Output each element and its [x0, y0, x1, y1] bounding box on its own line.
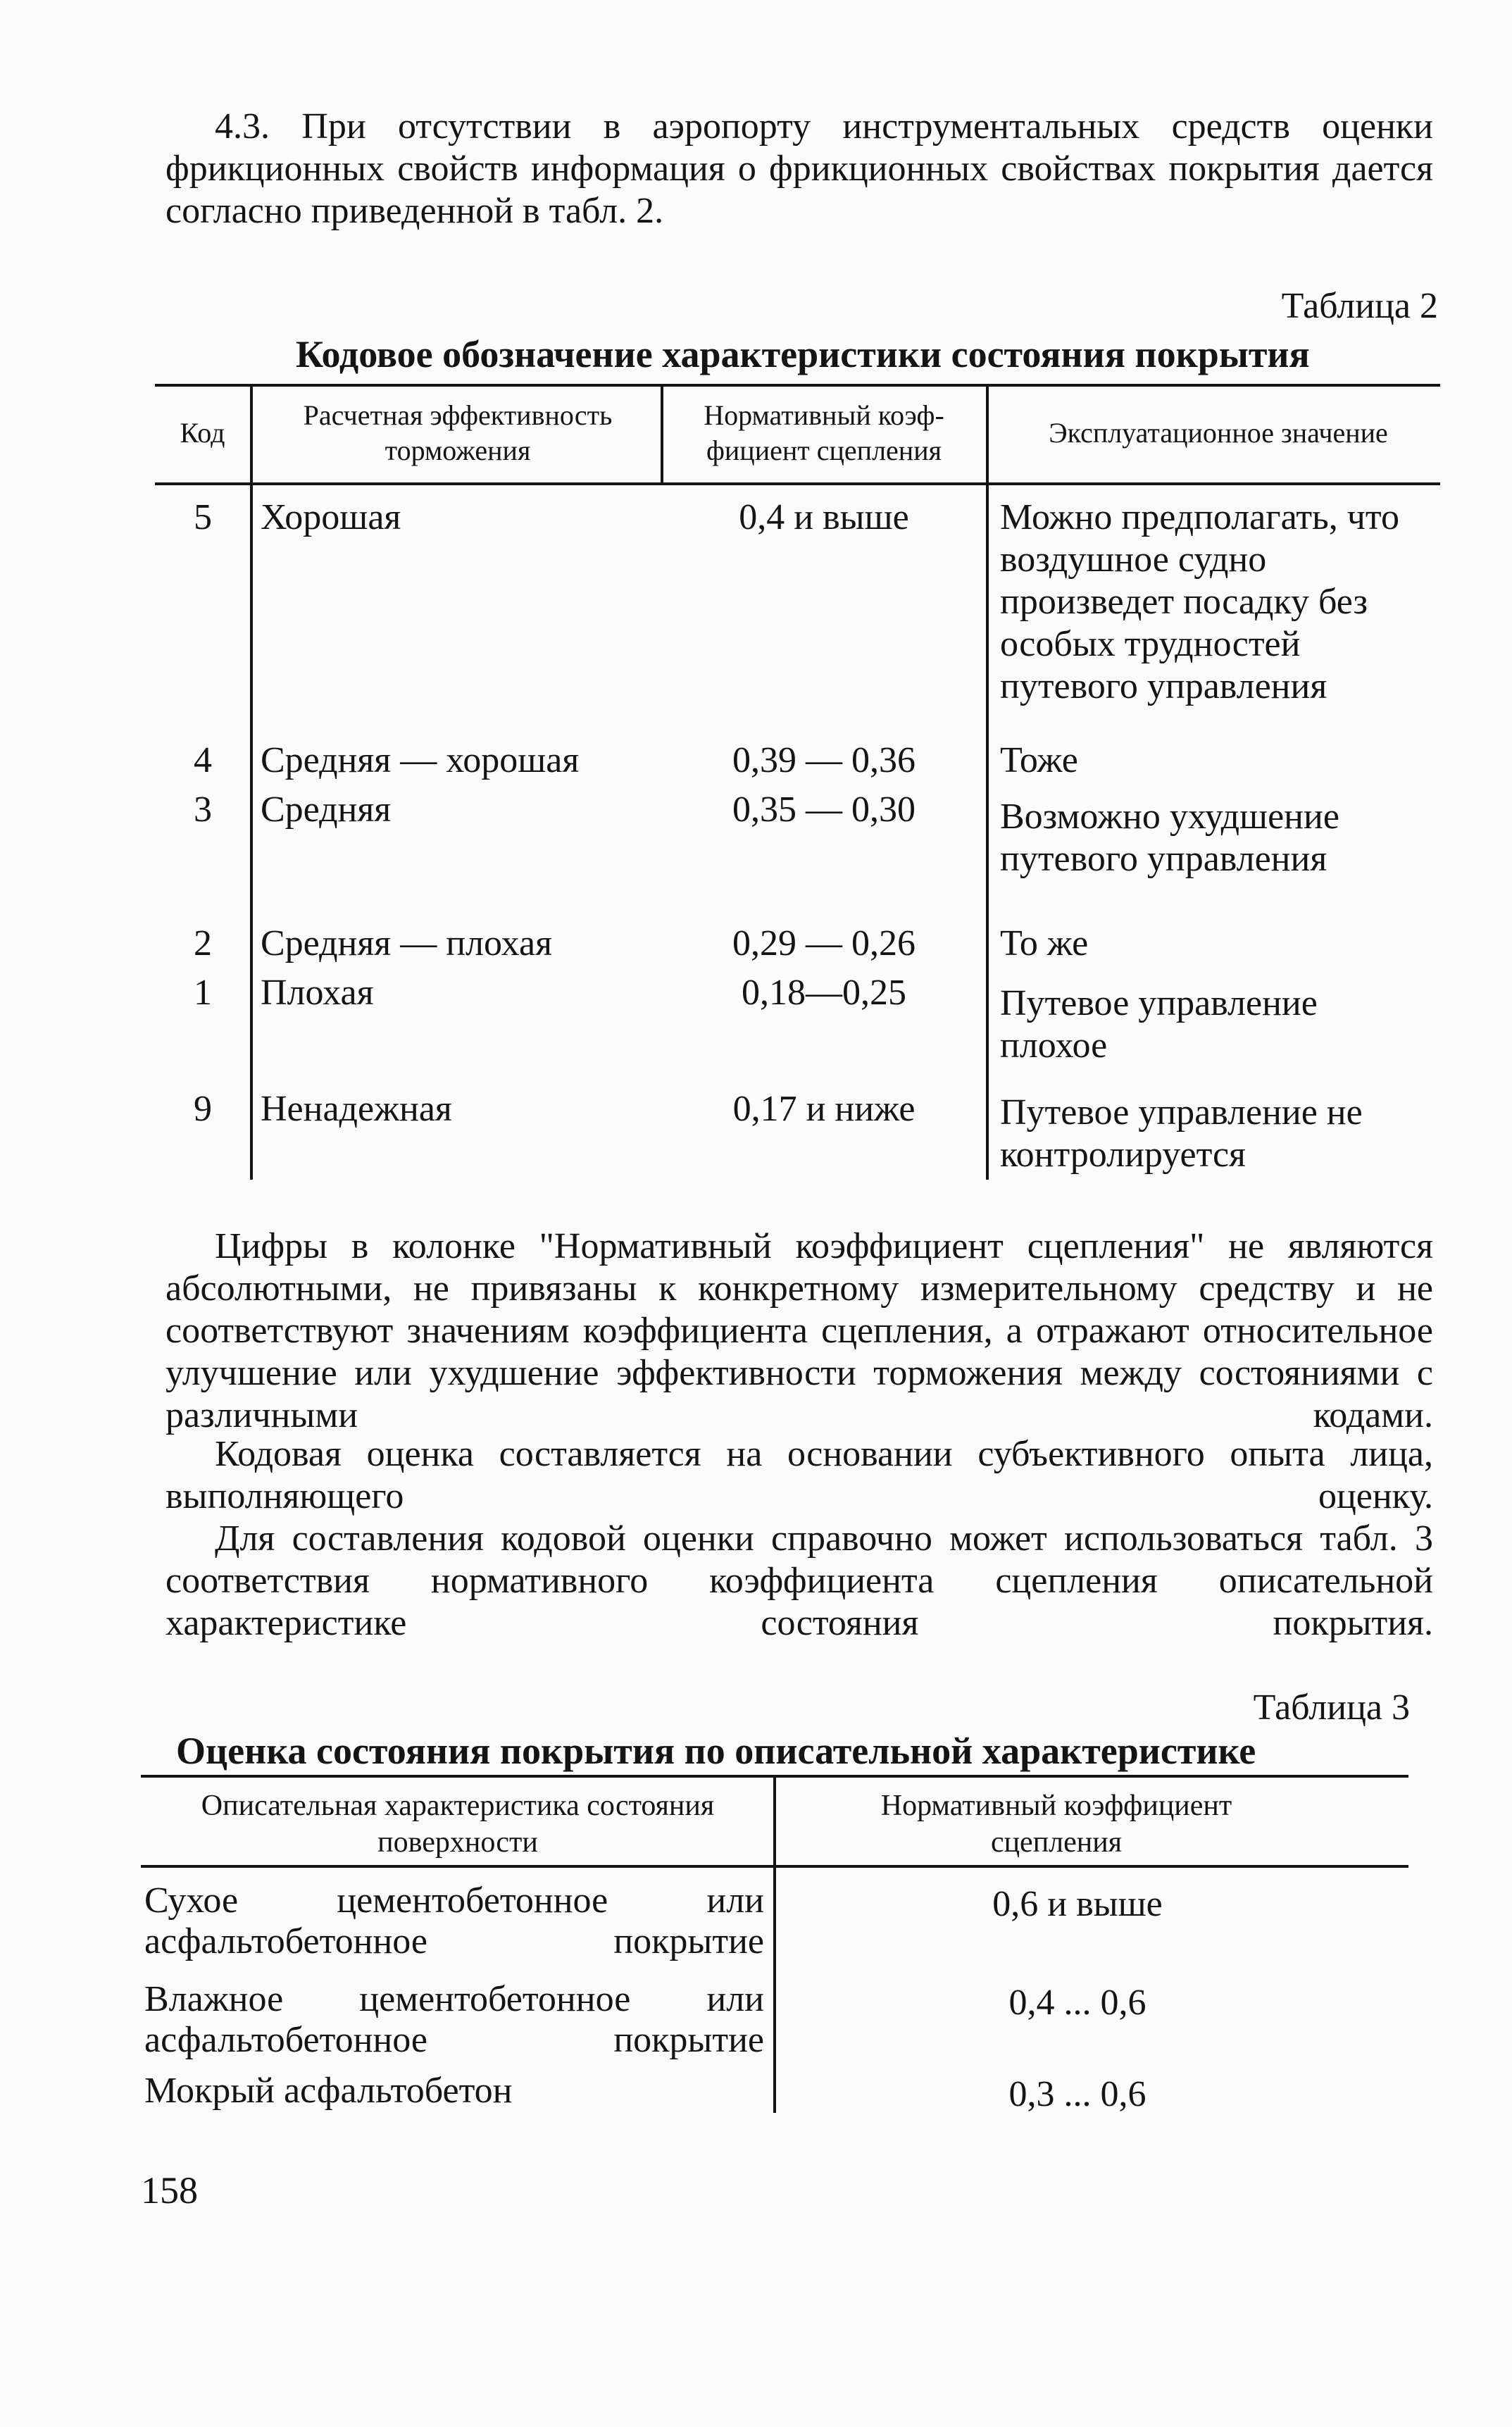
table2-row-coefficient: 0,4 и выше [739, 497, 909, 537]
table2-row-meaning: Путевое управление не контролируется [1000, 1092, 1363, 1175]
table2-row-code: 4 [194, 740, 212, 780]
body-paragraph-1: Цифры в колонке "Нормативный коэффициент сцепления" не являются абсолютными, не привязаны к конкретному измерительному средству и не соответствуют значениям коэффициента сцепления, а отражают относительное улучшение или ухудшение эффективности торможения между состояниями с различными кодами. [165, 1226, 1433, 1435]
table2-row-efficiency: Средняя — плохая [261, 923, 552, 963]
table2-top-rule [155, 384, 1440, 387]
table2-col-divider-2 [661, 384, 663, 482]
table2-col-divider-1 [250, 384, 253, 1180]
table2 [155, 384, 1440, 1180]
table2-header-code: Код [180, 417, 225, 449]
body-paragraph-2: Кодовая оценка составляется на основании субъективного опыта лица, выполняющего оценку. [165, 1434, 1433, 1516]
table2-row-efficiency: Средняя [261, 790, 392, 830]
table3-title: Оценка состояния покрытия по описательной характеристике [176, 1730, 1256, 1772]
intro-paragraph: 4.3. При отсутствии в аэропорту инструментальных средств оценки фрикционных свойств информация о фрикционных свойствах покрытия дается согласно приведенной в табл. 2. [165, 106, 1433, 231]
page-number: 158 [141, 2169, 198, 2211]
table2-row-coefficient: 0,17 и ниже [732, 1089, 916, 1129]
table3-row-coefficient: 0,6 и выше [992, 1884, 1163, 1924]
table2-header-coefficient: Нормативный коэф-фициент сцепления [704, 399, 944, 466]
table2-row-coefficient: 0,18—0,25 [742, 973, 906, 1013]
table3-header-coefficient: Нормативный коэффициент сцепления [880, 1790, 1232, 1859]
table2-row-coefficient: 0,35 — 0,30 [732, 790, 916, 830]
table3-row-coefficient: 0,4 ... 0,6 [1008, 1983, 1147, 2023]
table2-header-efficiency: Расчетная эффективность торможения [303, 399, 613, 466]
table3-header-description: Описательная характеристика состояния поверхности [201, 1790, 715, 1859]
table2-row-code: 9 [194, 1089, 212, 1129]
table2-row-efficiency: Ненадежная [261, 1089, 452, 1129]
table2-caption: Таблица 2 [1281, 286, 1438, 326]
table2-row-meaning: Возможно ухудшение путевого управления [1000, 797, 1339, 879]
body-paragraph-3: Для составления кодовой оценки справочно может использоваться табл. 3 соответствия нормативного коэффициента сцепления описательной характеристике состояния покрытия. [165, 1518, 1433, 1643]
table2-row-efficiency: Плохая [261, 973, 374, 1013]
table3-col-divider [773, 1775, 776, 2113]
table3-row-coefficient: 0,3 ... 0,6 [1008, 2074, 1147, 2114]
table2-row-code: 1 [194, 973, 212, 1013]
table2-row-meaning: То же [1000, 923, 1089, 963]
table3-caption: Таблица 3 [1253, 1687, 1410, 1728]
table2-row-meaning: Тоже [1000, 740, 1078, 780]
table3 [141, 1775, 1408, 2127]
table2-row-code: 3 [194, 790, 212, 830]
table3-row-description: Влажное цементобетонное или асфальтобетонное покрытие [144, 1979, 764, 2060]
table2-row-code: 5 [194, 497, 212, 537]
table2-row-meaning: Можно предполагать, что воздушное судно произведет посадку без особых трудностей путевого управления [1000, 497, 1399, 706]
table2-row-code: 2 [194, 923, 212, 963]
table2-row-coefficient: 0,29 — 0,26 [732, 923, 916, 963]
table2-row-meaning: Путевое управление плохое [1000, 983, 1318, 1066]
table3-row-description: Мокрый асфальтобетон [144, 2071, 513, 2111]
table2-header-rule [155, 482, 1440, 485]
table2-header-meaning: Эксплуатационное значение [1049, 417, 1388, 449]
table2-title: Кодовое обозначение характеристики состояния покрытия [296, 333, 1310, 375]
table2-row-efficiency: Хорошая [261, 497, 401, 537]
table2-row-coefficient: 0,39 — 0,36 [732, 740, 916, 780]
table2-row-efficiency: Средняя — хорошая [261, 740, 580, 780]
table3-row-description: Сухое цементобетонное или асфальтобетонное покрытие [144, 1880, 764, 1961]
